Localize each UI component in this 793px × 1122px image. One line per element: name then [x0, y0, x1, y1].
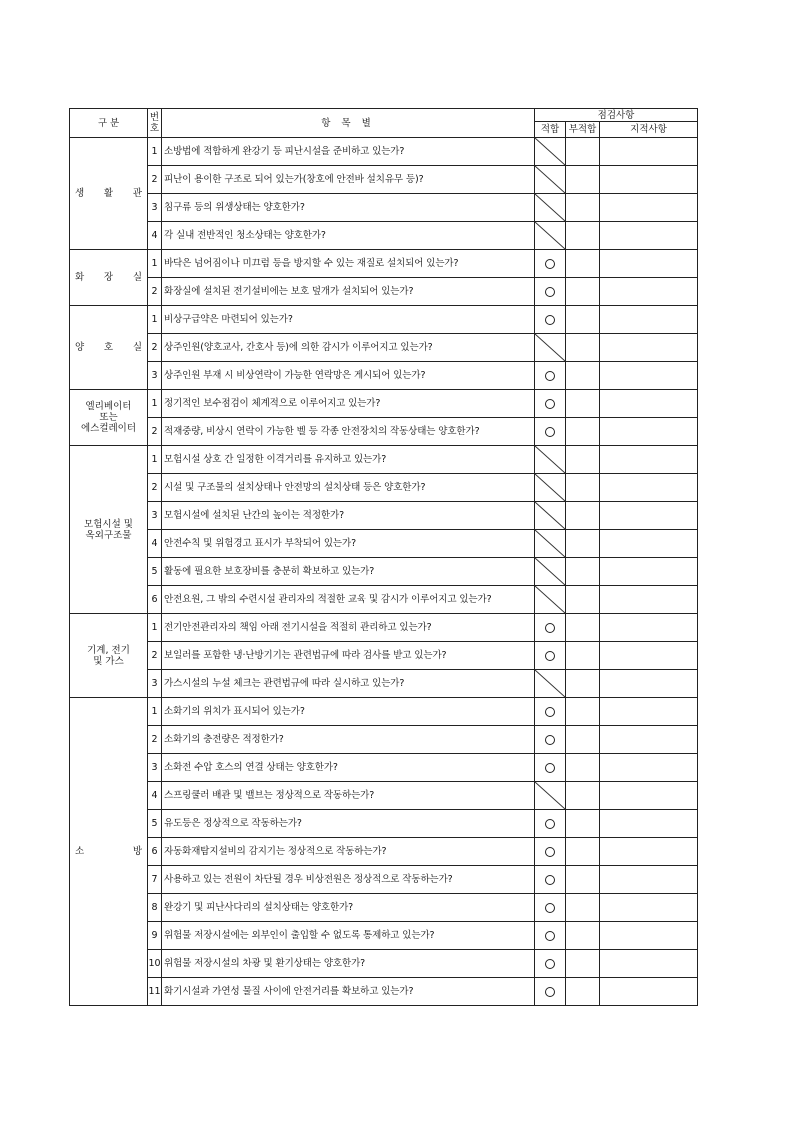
fail-cell[interactable]: [566, 586, 600, 614]
check-item-text: 보일러를 포함한 냉·난방기기는 관련법규에 따라 검사를 받고 있는가?: [162, 642, 535, 670]
table-row: [70, 558, 698, 586]
notes-cell[interactable]: [600, 978, 698, 1006]
fail-cell[interactable]: [566, 642, 600, 670]
not-applicable-slash-icon: [535, 558, 565, 585]
fail-cell[interactable]: [566, 306, 600, 334]
fail-cell[interactable]: [566, 222, 600, 250]
table-row: [70, 866, 698, 894]
notes-cell[interactable]: [600, 698, 698, 726]
pass-cell[interactable]: [535, 670, 566, 698]
row-number: 2: [148, 166, 162, 194]
row-number: 6: [148, 838, 162, 866]
pass-cell[interactable]: [535, 698, 566, 726]
category-cell: 화 장 실: [70, 250, 148, 306]
fail-cell[interactable]: [566, 698, 600, 726]
conform-circle-icon: [545, 959, 555, 969]
row-number: 5: [148, 810, 162, 838]
pass-cell[interactable]: [535, 530, 566, 558]
header-fail: 부적합: [566, 122, 600, 138]
header-check-group: 점검사항: [535, 109, 698, 122]
row-number: 1: [148, 138, 162, 166]
table-row: [70, 362, 698, 390]
row-number: 2: [148, 418, 162, 446]
header-item: 항 목 별: [162, 109, 535, 138]
notes-cell[interactable]: [600, 922, 698, 950]
fail-cell[interactable]: [566, 726, 600, 754]
not-applicable-slash-icon: [535, 670, 565, 697]
fail-cell[interactable]: [566, 334, 600, 362]
pass-cell[interactable]: [535, 250, 566, 278]
pass-cell[interactable]: [535, 586, 566, 614]
check-item-text: 소방법에 적합하게 완강기 등 피난시설을 준비하고 있는가?: [162, 138, 535, 166]
notes-cell[interactable]: [600, 194, 698, 222]
pass-cell[interactable]: [535, 362, 566, 390]
checklist-body: [70, 138, 698, 1006]
notes-cell[interactable]: [600, 530, 698, 558]
check-item-text: 완강기 및 피난사다리의 설치상태는 양호한가?: [162, 894, 535, 922]
table-row: [70, 726, 698, 754]
table-row: [70, 922, 698, 950]
conform-circle-icon: [545, 987, 555, 997]
not-applicable-slash-icon: [535, 502, 565, 529]
check-item-text: 피난이 용이한 구조로 되어 있는가(창호에 안전바 설치유무 등)?: [162, 166, 535, 194]
check-item-text: 화기시설과 가연성 물질 사이에 안전거리를 확보하고 있는가?: [162, 978, 535, 1006]
conform-circle-icon: [545, 371, 555, 381]
fail-cell[interactable]: [566, 278, 600, 306]
pass-cell[interactable]: [535, 922, 566, 950]
notes-cell[interactable]: [600, 782, 698, 810]
pass-cell[interactable]: [535, 782, 566, 810]
check-item-text: 안전수칙 및 위험경고 표시가 부착되어 있는가?: [162, 530, 535, 558]
row-number: 1: [148, 698, 162, 726]
notes-cell[interactable]: [600, 754, 698, 782]
fail-cell[interactable]: [566, 502, 600, 530]
row-number: 2: [148, 642, 162, 670]
fail-cell[interactable]: [566, 530, 600, 558]
pass-cell[interactable]: [535, 278, 566, 306]
row-number: 1: [148, 306, 162, 334]
inspection-checklist-table: [69, 108, 698, 1006]
notes-cell[interactable]: [600, 306, 698, 334]
table-row: [70, 446, 698, 474]
row-number: 9: [148, 922, 162, 950]
conform-circle-icon: [545, 399, 555, 409]
check-item-text: 화장실에 설치된 전기설비에는 보호 덮개가 설치되어 있는가?: [162, 278, 535, 306]
fail-cell[interactable]: [566, 474, 600, 502]
pass-cell[interactable]: [535, 838, 566, 866]
fail-cell[interactable]: [566, 390, 600, 418]
conform-circle-icon: [545, 819, 555, 829]
notes-cell[interactable]: [600, 446, 698, 474]
fail-cell[interactable]: [566, 782, 600, 810]
fail-cell[interactable]: [566, 418, 600, 446]
table-row: [70, 390, 698, 418]
check-item-text: 정기적인 보수점검이 체계적으로 이루어지고 있는가?: [162, 390, 535, 418]
fail-cell[interactable]: [566, 838, 600, 866]
notes-cell[interactable]: [600, 586, 698, 614]
fail-cell[interactable]: [566, 614, 600, 642]
category-cell: 양 호 실: [70, 306, 148, 390]
fail-cell[interactable]: [566, 754, 600, 782]
row-number: 4: [148, 222, 162, 250]
conform-circle-icon: [545, 287, 555, 297]
conform-circle-icon: [545, 427, 555, 437]
table-row: [70, 642, 698, 670]
conform-circle-icon: [545, 847, 555, 857]
fail-cell[interactable]: [566, 894, 600, 922]
pass-cell[interactable]: [535, 614, 566, 642]
not-applicable-slash-icon: [535, 474, 565, 501]
check-item-text: 소화전 수압 호스의 연결 상태는 양호한가?: [162, 754, 535, 782]
notes-cell[interactable]: [600, 642, 698, 670]
table-row: [70, 138, 698, 166]
conform-circle-icon: [545, 735, 555, 745]
pass-cell[interactable]: [535, 390, 566, 418]
pass-cell[interactable]: [535, 558, 566, 586]
check-item-text: 가스시설의 누설 체크는 관련법규에 따라 실시하고 있는가?: [162, 670, 535, 698]
row-number: 2: [148, 726, 162, 754]
conform-circle-icon: [545, 875, 555, 885]
not-applicable-slash-icon: [535, 334, 565, 361]
pass-cell[interactable]: [535, 166, 566, 194]
fail-cell[interactable]: [566, 950, 600, 978]
check-item-text: 사용하고 있는 전원이 차단될 경우 비상전원은 정상적으로 작동하는가?: [162, 866, 535, 894]
check-item-text: 스프링쿨러 배관 및 밸브는 정상적으로 작동하는가?: [162, 782, 535, 810]
check-item-text: 적재중량, 비상시 연락이 가능한 벨 등 각종 안전장치의 작동상태는 양호한가?: [162, 418, 535, 446]
check-item-text: 각 실내 전반적인 청소상태는 양호한가?: [162, 222, 535, 250]
notes-cell[interactable]: [600, 558, 698, 586]
table-row: [70, 418, 698, 446]
table-row: [70, 474, 698, 502]
header-category: 구 분: [70, 109, 148, 138]
notes-cell[interactable]: [600, 950, 698, 978]
check-item-text: 모험시설 상호 간 일정한 이격거리를 유지하고 있는가?: [162, 446, 535, 474]
check-item-text: 바닥은 넘어짐이나 미끄럼 등을 방지할 수 있는 재질로 설치되어 있는가?: [162, 250, 535, 278]
pass-cell[interactable]: [535, 446, 566, 474]
table-row: [70, 950, 698, 978]
row-number: 4: [148, 530, 162, 558]
not-applicable-slash-icon: [535, 782, 565, 809]
row-number: 1: [148, 250, 162, 278]
pass-cell[interactable]: [535, 474, 566, 502]
check-item-text: 소화기의 충전량은 적정한가?: [162, 726, 535, 754]
row-number: 1: [148, 614, 162, 642]
table-row: [70, 530, 698, 558]
table-row: [70, 222, 698, 250]
table-row: [70, 306, 698, 334]
table-row: [70, 670, 698, 698]
notes-cell[interactable]: [600, 362, 698, 390]
notes-cell[interactable]: [600, 418, 698, 446]
notes-cell[interactable]: [600, 838, 698, 866]
category-cell: 모험시설 및 옥외구조물: [70, 446, 148, 614]
conform-circle-icon: [545, 931, 555, 941]
row-number: 3: [148, 754, 162, 782]
not-applicable-slash-icon: [535, 222, 565, 249]
fail-cell[interactable]: [566, 166, 600, 194]
check-item-text: 위험물 저장시설에는 외부인이 출입할 수 없도록 통제하고 있는가?: [162, 922, 535, 950]
category-cell: 엘리베이터 또는 에스컬레이터: [70, 390, 148, 446]
row-number: 1: [148, 446, 162, 474]
not-applicable-slash-icon: [535, 586, 565, 613]
pass-cell[interactable]: [535, 306, 566, 334]
fail-cell[interactable]: [566, 978, 600, 1006]
pass-cell[interactable]: [535, 894, 566, 922]
table-row: [70, 698, 698, 726]
table-row: [70, 166, 698, 194]
table-row: [70, 614, 698, 642]
row-number: 7: [148, 866, 162, 894]
row-number: 11: [148, 978, 162, 1006]
fail-cell[interactable]: [566, 922, 600, 950]
fail-cell[interactable]: [566, 810, 600, 838]
notes-cell[interactable]: [600, 894, 698, 922]
row-number: 2: [148, 474, 162, 502]
table-row: [70, 194, 698, 222]
conform-circle-icon: [545, 903, 555, 913]
pass-cell[interactable]: [535, 726, 566, 754]
check-item-text: 전기안전관리자의 책임 아래 전기시설을 적절히 관리하고 있는가?: [162, 614, 535, 642]
table-row: [70, 810, 698, 838]
notes-cell[interactable]: [600, 866, 698, 894]
conform-circle-icon: [545, 763, 555, 773]
pass-cell[interactable]: [535, 642, 566, 670]
row-number: 3: [148, 670, 162, 698]
notes-cell[interactable]: [600, 726, 698, 754]
check-item-text: 상주인원 부재 시 비상연락이 가능한 연락망은 게시되어 있는가?: [162, 362, 535, 390]
not-applicable-slash-icon: [535, 166, 565, 193]
check-item-text: 비상구급약은 마련되어 있는가?: [162, 306, 535, 334]
header-notes: 지적사항: [600, 122, 698, 138]
conform-circle-icon: [545, 259, 555, 269]
row-number: 5: [148, 558, 162, 586]
pass-cell[interactable]: [535, 138, 566, 166]
notes-cell[interactable]: [600, 614, 698, 642]
table-row: [70, 278, 698, 306]
check-item-text: 유도등은 정상적으로 작동하는가?: [162, 810, 535, 838]
category-cell: 생 활 관: [70, 138, 148, 250]
category-cell: 소 방: [70, 698, 148, 1006]
fail-cell[interactable]: [566, 446, 600, 474]
pass-cell[interactable]: [535, 334, 566, 362]
row-number: 2: [148, 278, 162, 306]
check-item-text: 침구류 등의 위생상태는 양호한가?: [162, 194, 535, 222]
table-row: [70, 586, 698, 614]
notes-cell[interactable]: [600, 278, 698, 306]
row-number: 1: [148, 390, 162, 418]
fail-cell[interactable]: [566, 558, 600, 586]
notes-cell[interactable]: [600, 166, 698, 194]
category-cell: 기계, 전기 및 가스: [70, 614, 148, 698]
notes-cell[interactable]: [600, 502, 698, 530]
row-number: 6: [148, 586, 162, 614]
table-row: [70, 250, 698, 278]
conform-circle-icon: [545, 315, 555, 325]
notes-cell[interactable]: [600, 250, 698, 278]
table-row: [70, 838, 698, 866]
notes-cell[interactable]: [600, 334, 698, 362]
table-row: [70, 894, 698, 922]
row-number: 3: [148, 362, 162, 390]
pass-cell[interactable]: [535, 978, 566, 1006]
not-applicable-slash-icon: [535, 194, 565, 221]
pass-cell[interactable]: [535, 418, 566, 446]
notes-cell[interactable]: [600, 222, 698, 250]
check-item-text: 활동에 필요한 보호장비를 충분히 확보하고 있는가?: [162, 558, 535, 586]
fail-cell[interactable]: [566, 138, 600, 166]
conform-circle-icon: [545, 707, 555, 717]
check-item-text: 모험시설에 설치된 난간의 높이는 적정한가?: [162, 502, 535, 530]
check-item-text: 안전요원, 그 밖의 수련시설 관리자의 적절한 교육 및 감시가 이루어지고 있는가?: [162, 586, 535, 614]
conform-circle-icon: [545, 623, 555, 633]
pass-cell[interactable]: [535, 754, 566, 782]
notes-cell[interactable]: [600, 390, 698, 418]
notes-cell[interactable]: [600, 810, 698, 838]
table-row: [70, 978, 698, 1006]
pass-cell[interactable]: [535, 866, 566, 894]
not-applicable-slash-icon: [535, 446, 565, 473]
row-number: 10: [148, 950, 162, 978]
check-item-text: 소화기의 위치가 표시되어 있는가?: [162, 698, 535, 726]
fail-cell[interactable]: [566, 362, 600, 390]
fail-cell[interactable]: [566, 866, 600, 894]
table-row: [70, 502, 698, 530]
check-item-text: 위험물 저장시설의 차광 및 환기상태는 양호한가?: [162, 950, 535, 978]
pass-cell[interactable]: [535, 194, 566, 222]
pass-cell[interactable]: [535, 810, 566, 838]
pass-cell[interactable]: [535, 502, 566, 530]
row-number: 4: [148, 782, 162, 810]
conform-circle-icon: [545, 651, 555, 661]
pass-cell[interactable]: [535, 950, 566, 978]
pass-cell[interactable]: [535, 222, 566, 250]
header-pass: 적합: [535, 122, 566, 138]
table-row: [70, 782, 698, 810]
not-applicable-slash-icon: [535, 138, 565, 165]
row-number: 8: [148, 894, 162, 922]
notes-cell[interactable]: [600, 474, 698, 502]
fail-cell[interactable]: [566, 250, 600, 278]
check-item-text: 상주인원(양호교사, 간호사 등)에 의한 감시가 이루어지고 있는가?: [162, 334, 535, 362]
row-number: 3: [148, 502, 162, 530]
row-number: 3: [148, 194, 162, 222]
table-row: [70, 334, 698, 362]
fail-cell[interactable]: [566, 670, 600, 698]
check-item-text: 자동화재탐지설비의 감지기는 정상적으로 작동하는가?: [162, 838, 535, 866]
not-applicable-slash-icon: [535, 530, 565, 557]
notes-cell[interactable]: [600, 138, 698, 166]
notes-cell[interactable]: [600, 670, 698, 698]
table-row: [70, 754, 698, 782]
row-number: 2: [148, 334, 162, 362]
check-item-text: 시설 및 구조물의 설치상태나 안전망의 설치상태 등은 양호한가?: [162, 474, 535, 502]
header-number: 번 호: [148, 109, 162, 138]
fail-cell[interactable]: [566, 194, 600, 222]
